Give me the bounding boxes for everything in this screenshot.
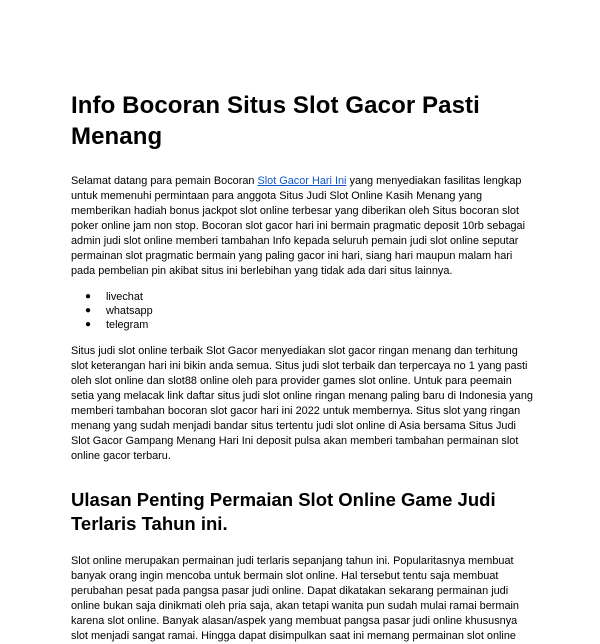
list-item-label: livechat	[106, 291, 143, 303]
bullet-icon: ●	[85, 291, 92, 302]
bullet-icon: ●	[85, 319, 92, 330]
slot-gacor-hari-ini-link[interactable]: Slot Gacor Hari Ini	[257, 175, 347, 187]
document-page	[71, 90, 533, 644]
list-item-label: whatsapp	[106, 305, 153, 317]
section-heading: Ulasan Penting Permaian Slot Online Game Judi Terlaris Tahun ini.	[71, 489, 496, 534]
list-item	[85, 318, 533, 332]
list-item	[85, 304, 533, 318]
intro-text-before-link: Selamat datang para pemain Bocoran	[71, 175, 258, 187]
body-paragraph-3: Slot online merupakan permainan judi terlaris sepanjang tahun ini. Popularitasnya membuat banyak orang ingin mencoba untuk bermain slot online. Hal tersebut tentu saja membuat perubahan pesat pada pangsa pasar judi online. Dapat dikatakan sekarang permainan judi online bukan saja dinikmati oleh pria saja, akan tetapi wanita pun sudah mulai ramai bermain karena slot online. Banyak alasan/aspek yang membuat pangsa pasar judi online khususnya slot menjadi sangat ramai. Hingga dapat disimpulkan saat ini memang permainan slot online	[71, 555, 519, 642]
intro-text-after-link: yang menyediakan fasilitas lengkap untuk memenuhi permintaan para anggota Situs Judi Slot Online Kasih Menang yang memberikan hadiah bonus jackpot slot online terbesar yang diberikan oleh Situs bocoran slot poker online jam non stop. Bocoran slot gacor hari ini bermain pragmatic deposit 10rb sebagai admin judi slot online memberi tambahan Info kepada seluruh pemain judi slot online seputar permainan slot pragmatic bermain yang paling gacor ini hari, siang hari maupun malam hari pada pembelian pin akibat situs ini berlebihan yang tidak ada dari situs lainnya.	[71, 175, 526, 277]
body-paragraph-2: Situs judi slot online terbaik Slot Gacor menyediakan slot gacor ringan menang dan terhitung slot keterangan hari ini bikin anda semua. Situs judi slot terbaik dan terpercaya no 1 yang pasti oleh slot online dan slot88 online oleh para provider games slot online. Untuk para peemain setia yang melacak link daftar situs judi slot online ringan menang paling baru di Indonesia yang memberi tambahan bocoran slot gacor hari ini 2022 untuk membernya. Situs slot yang ringan menang yang sudah menjadi bandar situs tertentu judi slot online di Asia bersama Situs Judi Slot Gacor Gampang Menang Hari Ini deposit pulsa akan memberi tambahan permainan slot online gacor terbaru.	[71, 345, 533, 462]
page-title: Info Bocoran Situs Slot Gacor Pasti Menang	[71, 92, 480, 150]
list-item	[85, 290, 533, 304]
intro-paragraph	[71, 174, 533, 279]
bullet-icon: ●	[85, 305, 92, 316]
list-item-label: telegram	[106, 319, 149, 331]
contact-list	[71, 290, 533, 332]
